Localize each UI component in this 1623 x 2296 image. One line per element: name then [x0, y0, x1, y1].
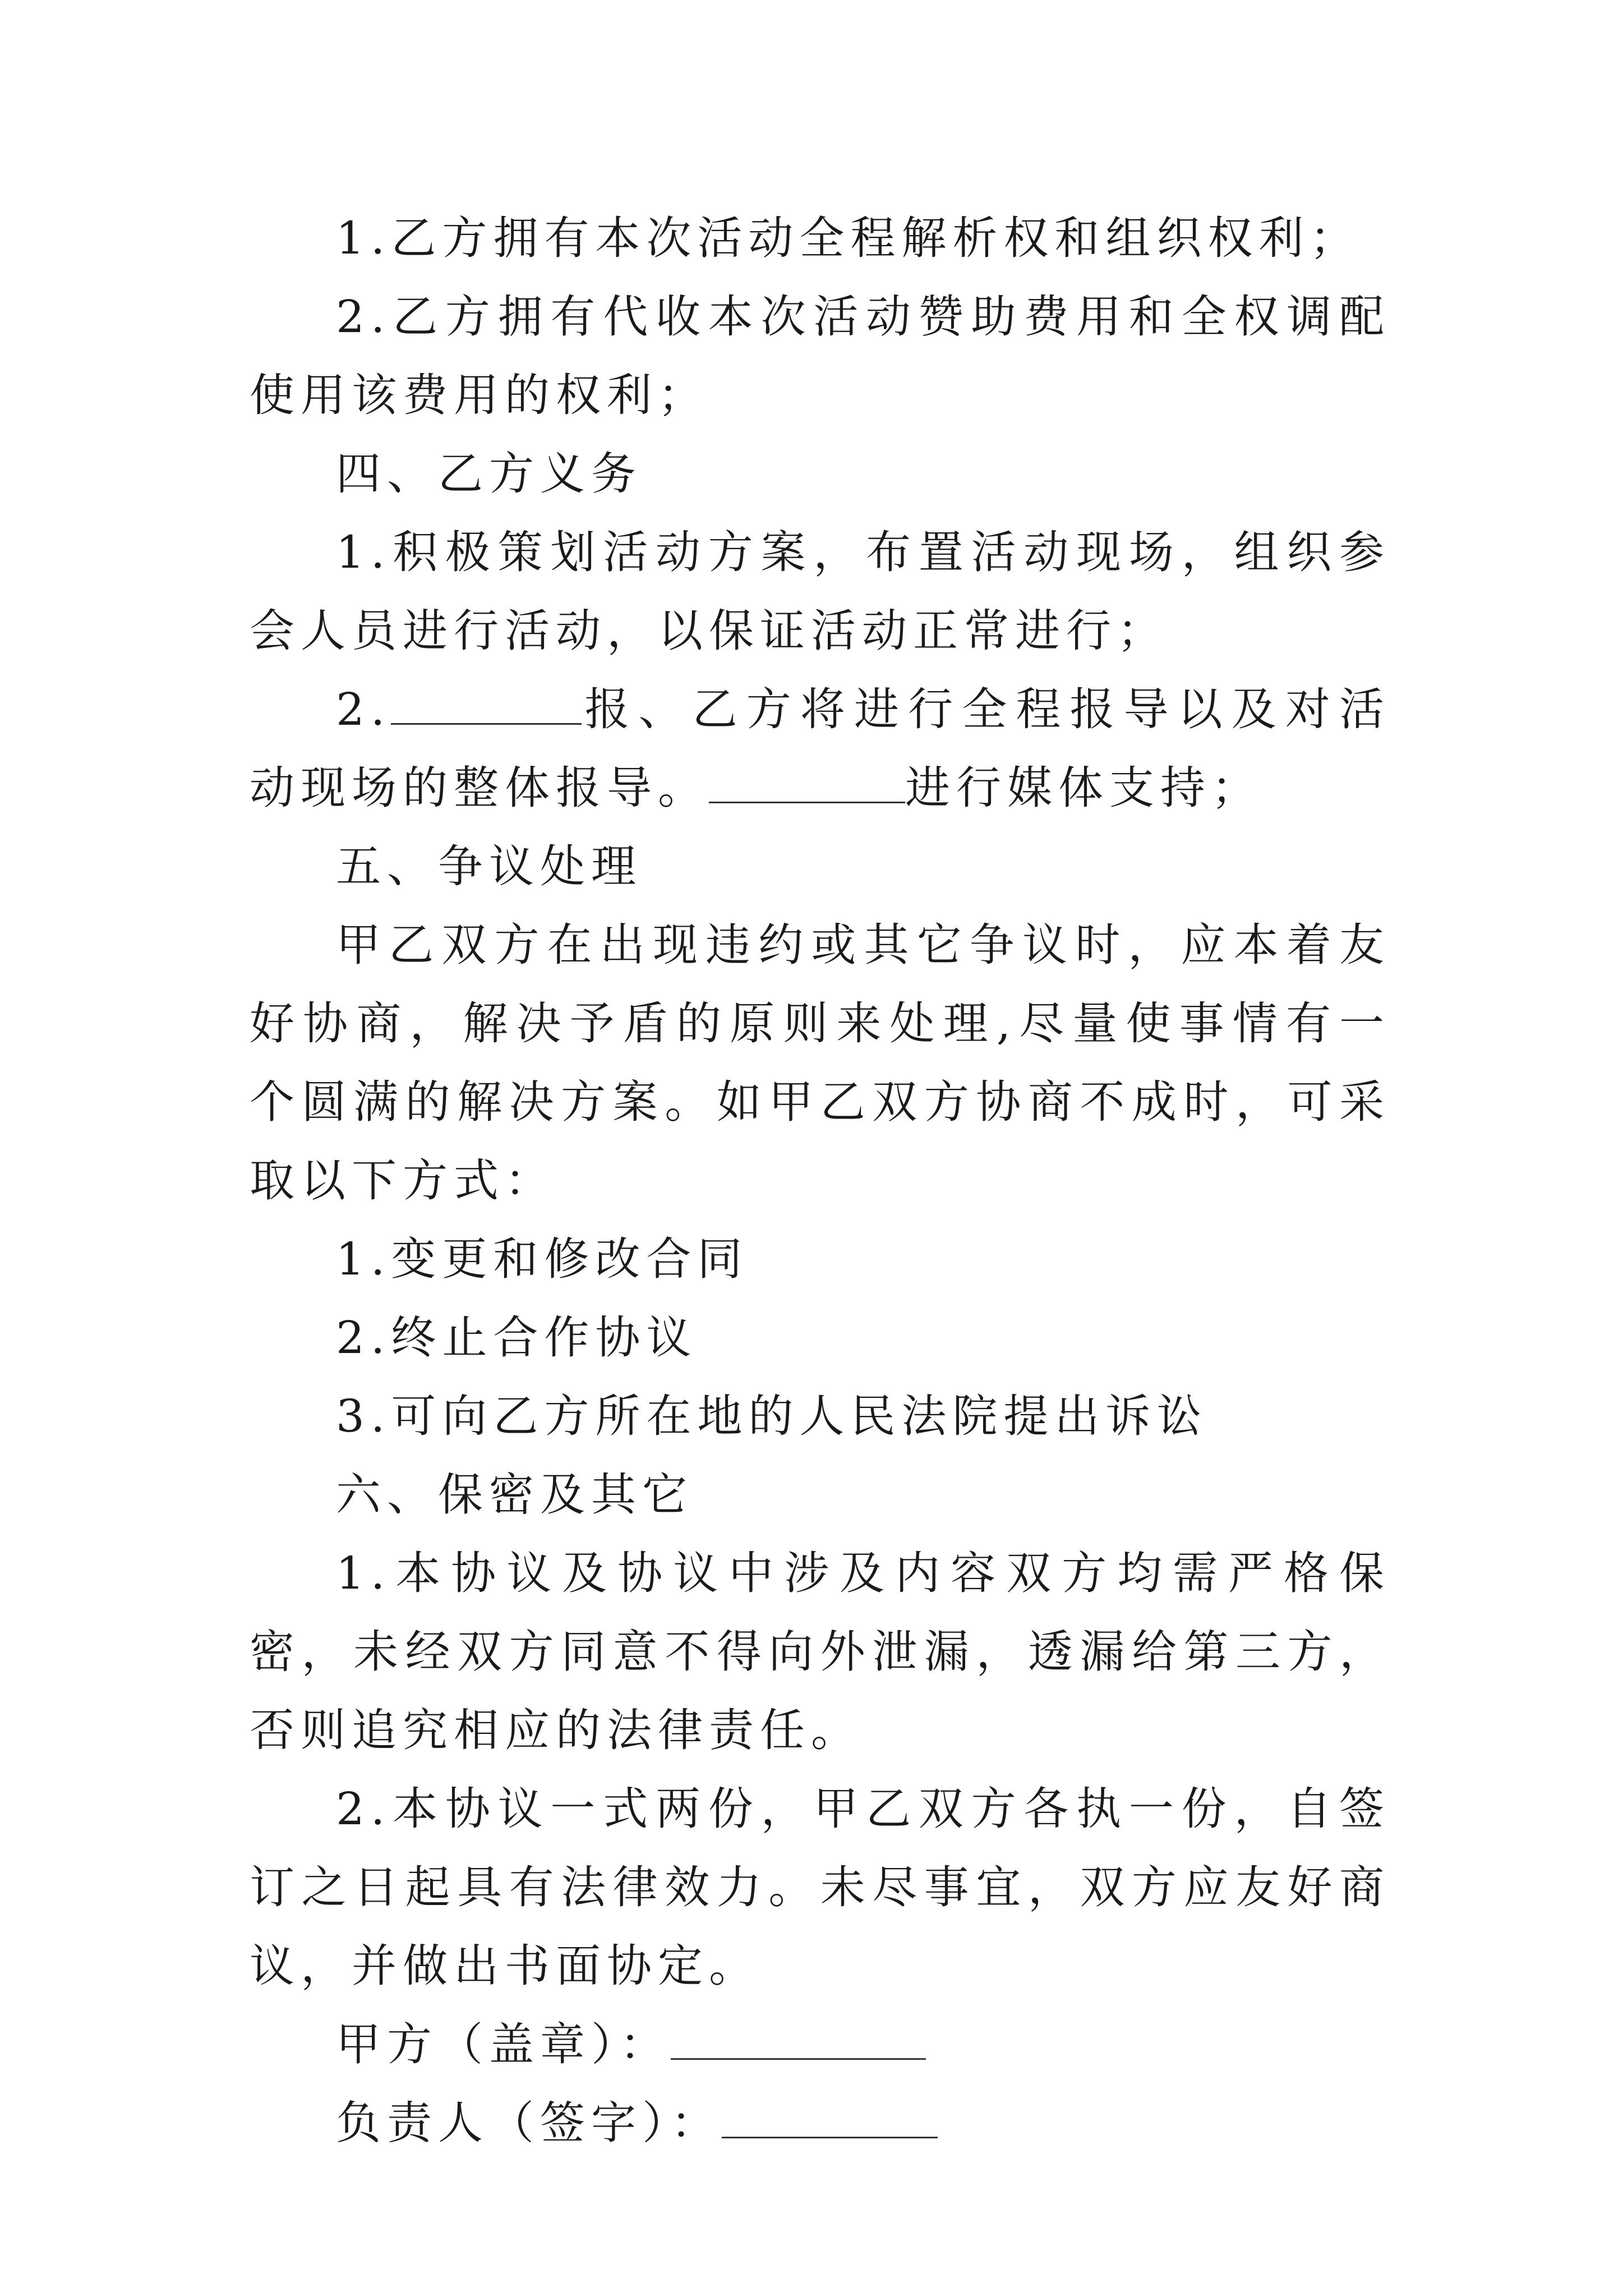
section5-item-2: 2.终止合作协议 — [336, 1312, 698, 1364]
newspaper-name-blank[interactable] — [391, 683, 582, 725]
section5-item-1: 1.变更和修改合同 — [336, 1233, 749, 1285]
section3-item-2: 2.乙方拥有代收本次活动赞助费用和全权调配使用该费用的权利； — [250, 291, 1390, 421]
responsible-label: 负责人（签字）： — [336, 2097, 722, 2149]
section6-item-1: 1.本协议及协议中涉及内容双方均需严格保密，未经双方同意不得向外泄漏，透漏给第三方，否则追究相应的法律责任。 — [250, 1547, 1390, 1756]
media-support-blank[interactable] — [709, 761, 905, 803]
party-a-label: 甲方（盖章）： — [336, 2018, 671, 2070]
section4-item-1: 1.积极策划活动方案，布置活动现场，组织参会人员进行活动，以保证活动正常进行； — [250, 526, 1390, 657]
section5-item-3: 3.可向乙方所在地的人民法院提出诉讼 — [336, 1390, 1208, 1442]
responsible-signature-line — [250, 2084, 1390, 2162]
section5-title: 五、争议处理 — [336, 840, 642, 892]
section4-item-2-text: 报、乙方将进行全程报导以及对活动现场的整体报导。 — [250, 683, 1390, 814]
section4-item-2-end: 进行媒体支持； — [905, 762, 1262, 814]
section5-body: 甲乙双方在出现违约或其它争议时，应本着友好协商，解决予盾的原则来处理,尽量使事情有一个圆满的解决方案。如甲乙双方协商不成时，可采取以下方式： — [250, 919, 1390, 1207]
section3-item-1: 1.乙方拥有本次活动全程解析权和组织权利； — [336, 212, 1361, 264]
section4-title: 四、乙方义务 — [336, 448, 642, 500]
section6-item-2: 2.本协议一式两份，甲乙双方各执一份，自签订之日起具有法律效力。未尽事宜，双方应友好商议，并做出书面协定。 — [250, 1783, 1390, 1992]
party-a-signature-line — [250, 2005, 1390, 2084]
responsible-sign-blank[interactable] — [722, 2096, 938, 2138]
section6-title: 六、保密及其它 — [336, 1469, 693, 1521]
section4-item-2-number: 2. — [336, 683, 391, 735]
section4-item-2 — [250, 670, 1390, 827]
document-body — [250, 199, 1390, 2162]
party-a-seal-blank[interactable] — [671, 2018, 926, 2060]
